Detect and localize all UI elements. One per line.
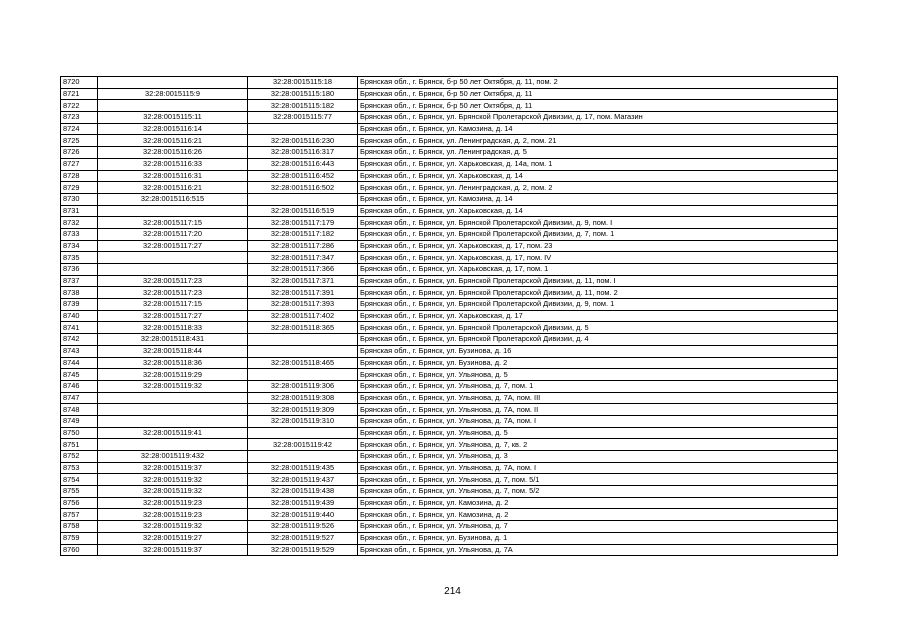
address-cell: Брянская обл., г. Брянск, ул. Харьковская, д. 17, пом. 1 (358, 264, 838, 276)
cadastral-number-cell: 32:28:0015117:366 (248, 264, 358, 276)
address-cell: Брянская обл., г. Брянск, ул. Брянской Пролетарской Дивизии, д. 4 (358, 334, 838, 346)
table-row (61, 380, 838, 392)
row-number-cell: 8731 (61, 205, 98, 217)
table-row (61, 544, 838, 556)
cadastral-number-cell: 32:28:0015119:439 (248, 497, 358, 509)
cadastral-number-cell: 32:28:0015117:23 (98, 287, 248, 299)
address-cell: Брянская обл., г. Брянск, ул. Ульянова, д. 7А, пом. II (358, 404, 838, 416)
address-cell: Брянская обл., г. Брянск, ул. Ленинградская, д. 5 (358, 147, 838, 159)
cadastral-number-cell: 32:28:0015119:526 (248, 521, 358, 533)
cadastral-number-cell: 32:28:0015119:306 (248, 380, 358, 392)
cadastral-number-cell: 32:28:0015119:308 (248, 392, 358, 404)
row-number-cell: 8736 (61, 264, 98, 276)
cadastral-number-cell: 32:28:0015119:440 (248, 509, 358, 521)
address-cell: Брянская обл., г. Брянск, ул. Ульянова, д. 7А, пом. III (358, 392, 838, 404)
table-row (61, 439, 838, 451)
cadastral-number-cell: 32:28:0015116:14 (98, 123, 248, 135)
table-row (61, 497, 838, 509)
table-row (61, 112, 838, 124)
cadastral-number-cell: 32:28:0015117:402 (248, 310, 358, 322)
address-cell: Брянская обл., г. Брянск, ул. Камозина, д. 2 (358, 497, 838, 509)
row-number-cell: 8728 (61, 170, 98, 182)
address-cell: Брянская обл., г. Брянск, ул. Харьковская, д. 17 (358, 310, 838, 322)
table-row (61, 182, 838, 194)
cadastral-number-cell: 32:28:0015117:27 (98, 310, 248, 322)
address-cell: Брянская обл., г. Брянск, ул. Ульянова, д. 3 (358, 451, 838, 463)
cadastral-number-cell: 32:28:0015117:23 (98, 275, 248, 287)
table-row (61, 205, 838, 217)
cadastral-number-cell (98, 392, 248, 404)
cadastral-number-cell: 32:28:0015117:15 (98, 299, 248, 311)
table-row (61, 88, 838, 100)
row-number-cell: 8748 (61, 404, 98, 416)
row-number-cell: 8756 (61, 497, 98, 509)
cadastral-number-cell: 32:28:0015119:41 (98, 427, 248, 439)
address-cell: Брянская обл., г. Брянск, ул. Бузинова, д. 1 (358, 532, 838, 544)
table-row (61, 474, 838, 486)
cadastral-number-cell: 32:28:0015119:309 (248, 404, 358, 416)
cadastral-number-cell: 32:28:0015119:32 (98, 521, 248, 533)
cadastral-number-cell: 32:28:0015119:29 (98, 369, 248, 381)
row-number-cell: 8741 (61, 322, 98, 334)
table-row (61, 135, 838, 147)
address-cell: Брянская обл., г. Брянск, ул. Харьковская, д. 14 (358, 170, 838, 182)
table-row (61, 427, 838, 439)
address-cell: Брянская обл., г. Брянск, ул. Харьковская, д. 17, пом. 23 (358, 240, 838, 252)
row-number-cell: 8733 (61, 228, 98, 240)
table-row (61, 252, 838, 264)
cadastral-number-cell: 32:28:0015119:37 (98, 544, 248, 556)
cadastral-number-cell: 32:28:0015119:529 (248, 544, 358, 556)
table-row (61, 451, 838, 463)
cadastral-number-cell (248, 369, 358, 381)
address-cell: Брянская обл., г. Брянск, ул. Ульянова, д. 7, кв. 2 (358, 439, 838, 451)
row-number-cell: 8734 (61, 240, 98, 252)
address-cell: Брянская обл., г. Брянск, ул. Брянской Пролетарской Дивизии, д. 7, пом. 1 (358, 228, 838, 240)
address-cell: Брянская обл., г. Брянск, ул. Брянской Пролетарской Дивизии, д. 9, пом. 1 (358, 299, 838, 311)
row-number-cell: 8724 (61, 123, 98, 135)
address-cell: Брянская обл., г. Брянск, ул. Ульянова, д. 5 (358, 427, 838, 439)
cadastral-number-cell: 32:28:0015119:527 (248, 532, 358, 544)
address-cell: Брянская обл., г. Брянск, ул. Ульянова, д. 7 (358, 521, 838, 533)
address-cell: Брянская обл., г. Брянск, ул. Ульянова, д. 7А, пом. I (358, 415, 838, 427)
cadastral-number-cell (98, 404, 248, 416)
row-number-cell: 8737 (61, 275, 98, 287)
address-cell: Брянская обл., г. Брянск, ул. Ульянова, д. 7А (358, 544, 838, 556)
row-number-cell: 8751 (61, 439, 98, 451)
cadastral-number-cell: 32:28:0015116:502 (248, 182, 358, 194)
row-number-cell: 8759 (61, 532, 98, 544)
cadastral-number-cell: 32:28:0015115:18 (248, 77, 358, 89)
table-row (61, 170, 838, 182)
table-row (61, 147, 838, 159)
address-cell: Брянская обл., г. Брянск, ул. Брянской Пролетарской Дивизии, д. 11, пом. 2 (358, 287, 838, 299)
cadastral-number-cell: 32:28:0015117:286 (248, 240, 358, 252)
row-number-cell: 8721 (61, 88, 98, 100)
row-number-cell: 8723 (61, 112, 98, 124)
row-number-cell: 8746 (61, 380, 98, 392)
registry-table-body (61, 77, 838, 556)
address-cell: Брянская обл., г. Брянск, ул. Харьковская, д. 17, пом. IV (358, 252, 838, 264)
cadastral-number-cell: 32:28:0015115:11 (98, 112, 248, 124)
cadastral-number-cell (98, 100, 248, 112)
cadastral-number-cell: 32:28:0015118:36 (98, 357, 248, 369)
cadastral-number-cell: 32:28:0015115:9 (98, 88, 248, 100)
cadastral-number-cell: 32:28:0015118:431 (98, 334, 248, 346)
cadastral-number-cell: 32:28:0015119:310 (248, 415, 358, 427)
cadastral-number-cell (248, 334, 358, 346)
table-row (61, 77, 838, 89)
row-number-cell: 8757 (61, 509, 98, 521)
address-cell: Брянская обл., г. Брянск, ул. Брянской Пролетарской Дивизии, д. 5 (358, 322, 838, 334)
cadastral-number-cell: 32:28:0015118:365 (248, 322, 358, 334)
cadastral-number-cell (98, 415, 248, 427)
row-number-cell: 8735 (61, 252, 98, 264)
cadastral-number-cell: 32:28:0015119:437 (248, 474, 358, 486)
table-row (61, 521, 838, 533)
row-number-cell: 8744 (61, 357, 98, 369)
address-cell: Брянская обл., г. Брянск, ул. Харьковская, д. 14 (358, 205, 838, 217)
table-row (61, 100, 838, 112)
table-row (61, 334, 838, 346)
cadastral-number-cell: 32:28:0015116:31 (98, 170, 248, 182)
table-row (61, 264, 838, 276)
row-number-cell: 8727 (61, 158, 98, 170)
address-cell: Брянская обл., г. Брянск, ул. Ленинградская, д. 2, пом. 21 (358, 135, 838, 147)
cadastral-number-cell: 32:28:0015116:443 (248, 158, 358, 170)
cadastral-number-cell: 32:28:0015116:21 (98, 135, 248, 147)
cadastral-number-cell: 32:28:0015119:435 (248, 462, 358, 474)
cadastral-number-cell: 32:28:0015115:180 (248, 88, 358, 100)
row-number-cell: 8738 (61, 287, 98, 299)
row-number-cell: 8758 (61, 521, 98, 533)
cadastral-number-cell: 32:28:0015119:42 (248, 439, 358, 451)
cadastral-number-cell: 32:28:0015117:179 (248, 217, 358, 229)
cadastral-number-cell (98, 205, 248, 217)
table-row (61, 193, 838, 205)
table-row (61, 158, 838, 170)
row-number-cell: 8747 (61, 392, 98, 404)
address-cell: Брянская обл., г. Брянск, ул. Ульянова, д. 5 (358, 369, 838, 381)
address-cell: Брянская обл., г. Брянск, ул. Ульянова, д. 7, пом. 5/2 (358, 486, 838, 498)
address-cell: Брянская обл., г. Брянск, ул. Ульянова, д. 7А, пом. I (358, 462, 838, 474)
row-number-cell: 8750 (61, 427, 98, 439)
cadastral-number-cell (98, 252, 248, 264)
cadastral-number-cell: 32:28:0015119:23 (98, 509, 248, 521)
row-number-cell: 8742 (61, 334, 98, 346)
address-cell: Брянская обл., г. Брянск, ул. Бузинова, д. 2 (358, 357, 838, 369)
row-number-cell: 8752 (61, 451, 98, 463)
address-cell: Брянская обл., г. Брянск, б-р 50 лет Октября, д. 11 (358, 88, 838, 100)
cadastral-number-cell: 32:28:0015116:452 (248, 170, 358, 182)
address-cell: Брянская обл., г. Брянск, ул. Камозина, д. 2 (358, 509, 838, 521)
cadastral-number-cell (98, 439, 248, 451)
cadastral-number-cell (248, 123, 358, 135)
address-cell: Брянская обл., г. Брянск, ул. Ульянова, д. 7, пом. 5/1 (358, 474, 838, 486)
address-cell: Брянская обл., г. Брянск, ул. Брянской Пролетарской Дивизии, д. 17, пом. Магазин (358, 112, 838, 124)
cadastral-number-cell (248, 345, 358, 357)
row-number-cell: 8720 (61, 77, 98, 89)
table-row (61, 532, 838, 544)
table-row (61, 287, 838, 299)
row-number-cell: 8754 (61, 474, 98, 486)
cadastral-number-cell: 32:28:0015119:32 (98, 474, 248, 486)
table-row (61, 345, 838, 357)
address-cell: Брянская обл., г. Брянск, ул. Камозина, д. 14 (358, 123, 838, 135)
table-row (61, 217, 838, 229)
table-row (61, 486, 838, 498)
row-number-cell: 8753 (61, 462, 98, 474)
cadastral-number-cell: 32:28:0015119:27 (98, 532, 248, 544)
table-row (61, 462, 838, 474)
cadastral-number-cell: 32:28:0015117:15 (98, 217, 248, 229)
cadastral-number-cell: 32:28:0015117:347 (248, 252, 358, 264)
address-cell: Брянская обл., г. Брянск, ул. Ленинградская, д. 2, пом. 2 (358, 182, 838, 194)
table-row (61, 509, 838, 521)
address-cell: Брянская обл., г. Брянск, ул. Бузинова, д. 16 (358, 345, 838, 357)
page-number: 214 (444, 586, 461, 597)
row-number-cell: 8760 (61, 544, 98, 556)
table-row (61, 240, 838, 252)
table-row (61, 369, 838, 381)
cadastral-number-cell: 32:28:0015119:32 (98, 486, 248, 498)
cadastral-number-cell: 32:28:0015116:230 (248, 135, 358, 147)
cadastral-number-cell: 32:28:0015117:371 (248, 275, 358, 287)
cadastral-number-cell: 32:28:0015116:515 (98, 193, 248, 205)
row-number-cell: 8749 (61, 415, 98, 427)
table-row (61, 404, 838, 416)
cadastral-number-cell: 32:28:0015116:33 (98, 158, 248, 170)
row-number-cell: 8740 (61, 310, 98, 322)
address-cell: Брянская обл., г. Брянск, ул. Харьковская, д. 14а, пом. 1 (358, 158, 838, 170)
cadastral-number-cell: 32:28:0015116:519 (248, 205, 358, 217)
address-cell: Брянская обл., г. Брянск, б-р 50 лет Октября, д. 11, пом. 2 (358, 77, 838, 89)
cadastral-number-cell: 32:28:0015116:317 (248, 147, 358, 159)
cadastral-number-cell: 32:28:0015117:27 (98, 240, 248, 252)
row-number-cell: 8743 (61, 345, 98, 357)
cadastral-number-cell: 32:28:0015119:32 (98, 380, 248, 392)
row-number-cell: 8729 (61, 182, 98, 194)
cadastral-number-cell: 32:28:0015117:391 (248, 287, 358, 299)
row-number-cell: 8726 (61, 147, 98, 159)
address-cell: Брянская обл., г. Брянск, ул. Брянской Пролетарской Дивизии, д. 9, пом. I (358, 217, 838, 229)
cadastral-number-cell (248, 193, 358, 205)
table-row (61, 392, 838, 404)
row-number-cell: 8745 (61, 369, 98, 381)
registry-table (60, 76, 838, 556)
table-row (61, 310, 838, 322)
cadastral-number-cell: 32:28:0015119:432 (98, 451, 248, 463)
table-row (61, 357, 838, 369)
address-cell: Брянская обл., г. Брянск, ул. Ульянова, д. 7, пом. 1 (358, 380, 838, 392)
row-number-cell: 8725 (61, 135, 98, 147)
cadastral-number-cell: 32:28:0015118:465 (248, 357, 358, 369)
table-row (61, 415, 838, 427)
cadastral-number-cell: 32:28:0015115:77 (248, 112, 358, 124)
address-cell: Брянская обл., г. Брянск, б-р 50 лет Октября, д. 11 (358, 100, 838, 112)
cadastral-number-cell: 32:28:0015116:21 (98, 182, 248, 194)
cadastral-number-cell: 32:28:0015118:33 (98, 322, 248, 334)
cadastral-number-cell (248, 427, 358, 439)
cadastral-number-cell: 32:28:0015117:182 (248, 228, 358, 240)
cadastral-number-cell: 32:28:0015115:182 (248, 100, 358, 112)
cadastral-number-cell: 32:28:0015119:438 (248, 486, 358, 498)
address-cell: Брянская обл., г. Брянск, ул. Брянской Пролетарской Дивизии, д. 11, пом. I (358, 275, 838, 287)
cadastral-number-cell (98, 77, 248, 89)
cadastral-number-cell (248, 451, 358, 463)
cadastral-number-cell: 32:28:0015119:37 (98, 462, 248, 474)
row-number-cell: 8755 (61, 486, 98, 498)
cadastral-number-cell: 32:28:0015119:23 (98, 497, 248, 509)
table-row (61, 123, 838, 135)
cadastral-number-cell: 32:28:0015118:44 (98, 345, 248, 357)
row-number-cell: 8739 (61, 299, 98, 311)
row-number-cell: 8730 (61, 193, 98, 205)
cadastral-number-cell: 32:28:0015117:20 (98, 228, 248, 240)
cadastral-number-cell: 32:28:0015116:26 (98, 147, 248, 159)
cadastral-number-cell: 32:28:0015117:393 (248, 299, 358, 311)
table-row (61, 228, 838, 240)
table-row (61, 275, 838, 287)
cadastral-number-cell (98, 264, 248, 276)
table-row (61, 299, 838, 311)
row-number-cell: 8722 (61, 100, 98, 112)
address-cell: Брянская обл., г. Брянск, ул. Камозина, д. 14 (358, 193, 838, 205)
row-number-cell: 8732 (61, 217, 98, 229)
table-row (61, 322, 838, 334)
